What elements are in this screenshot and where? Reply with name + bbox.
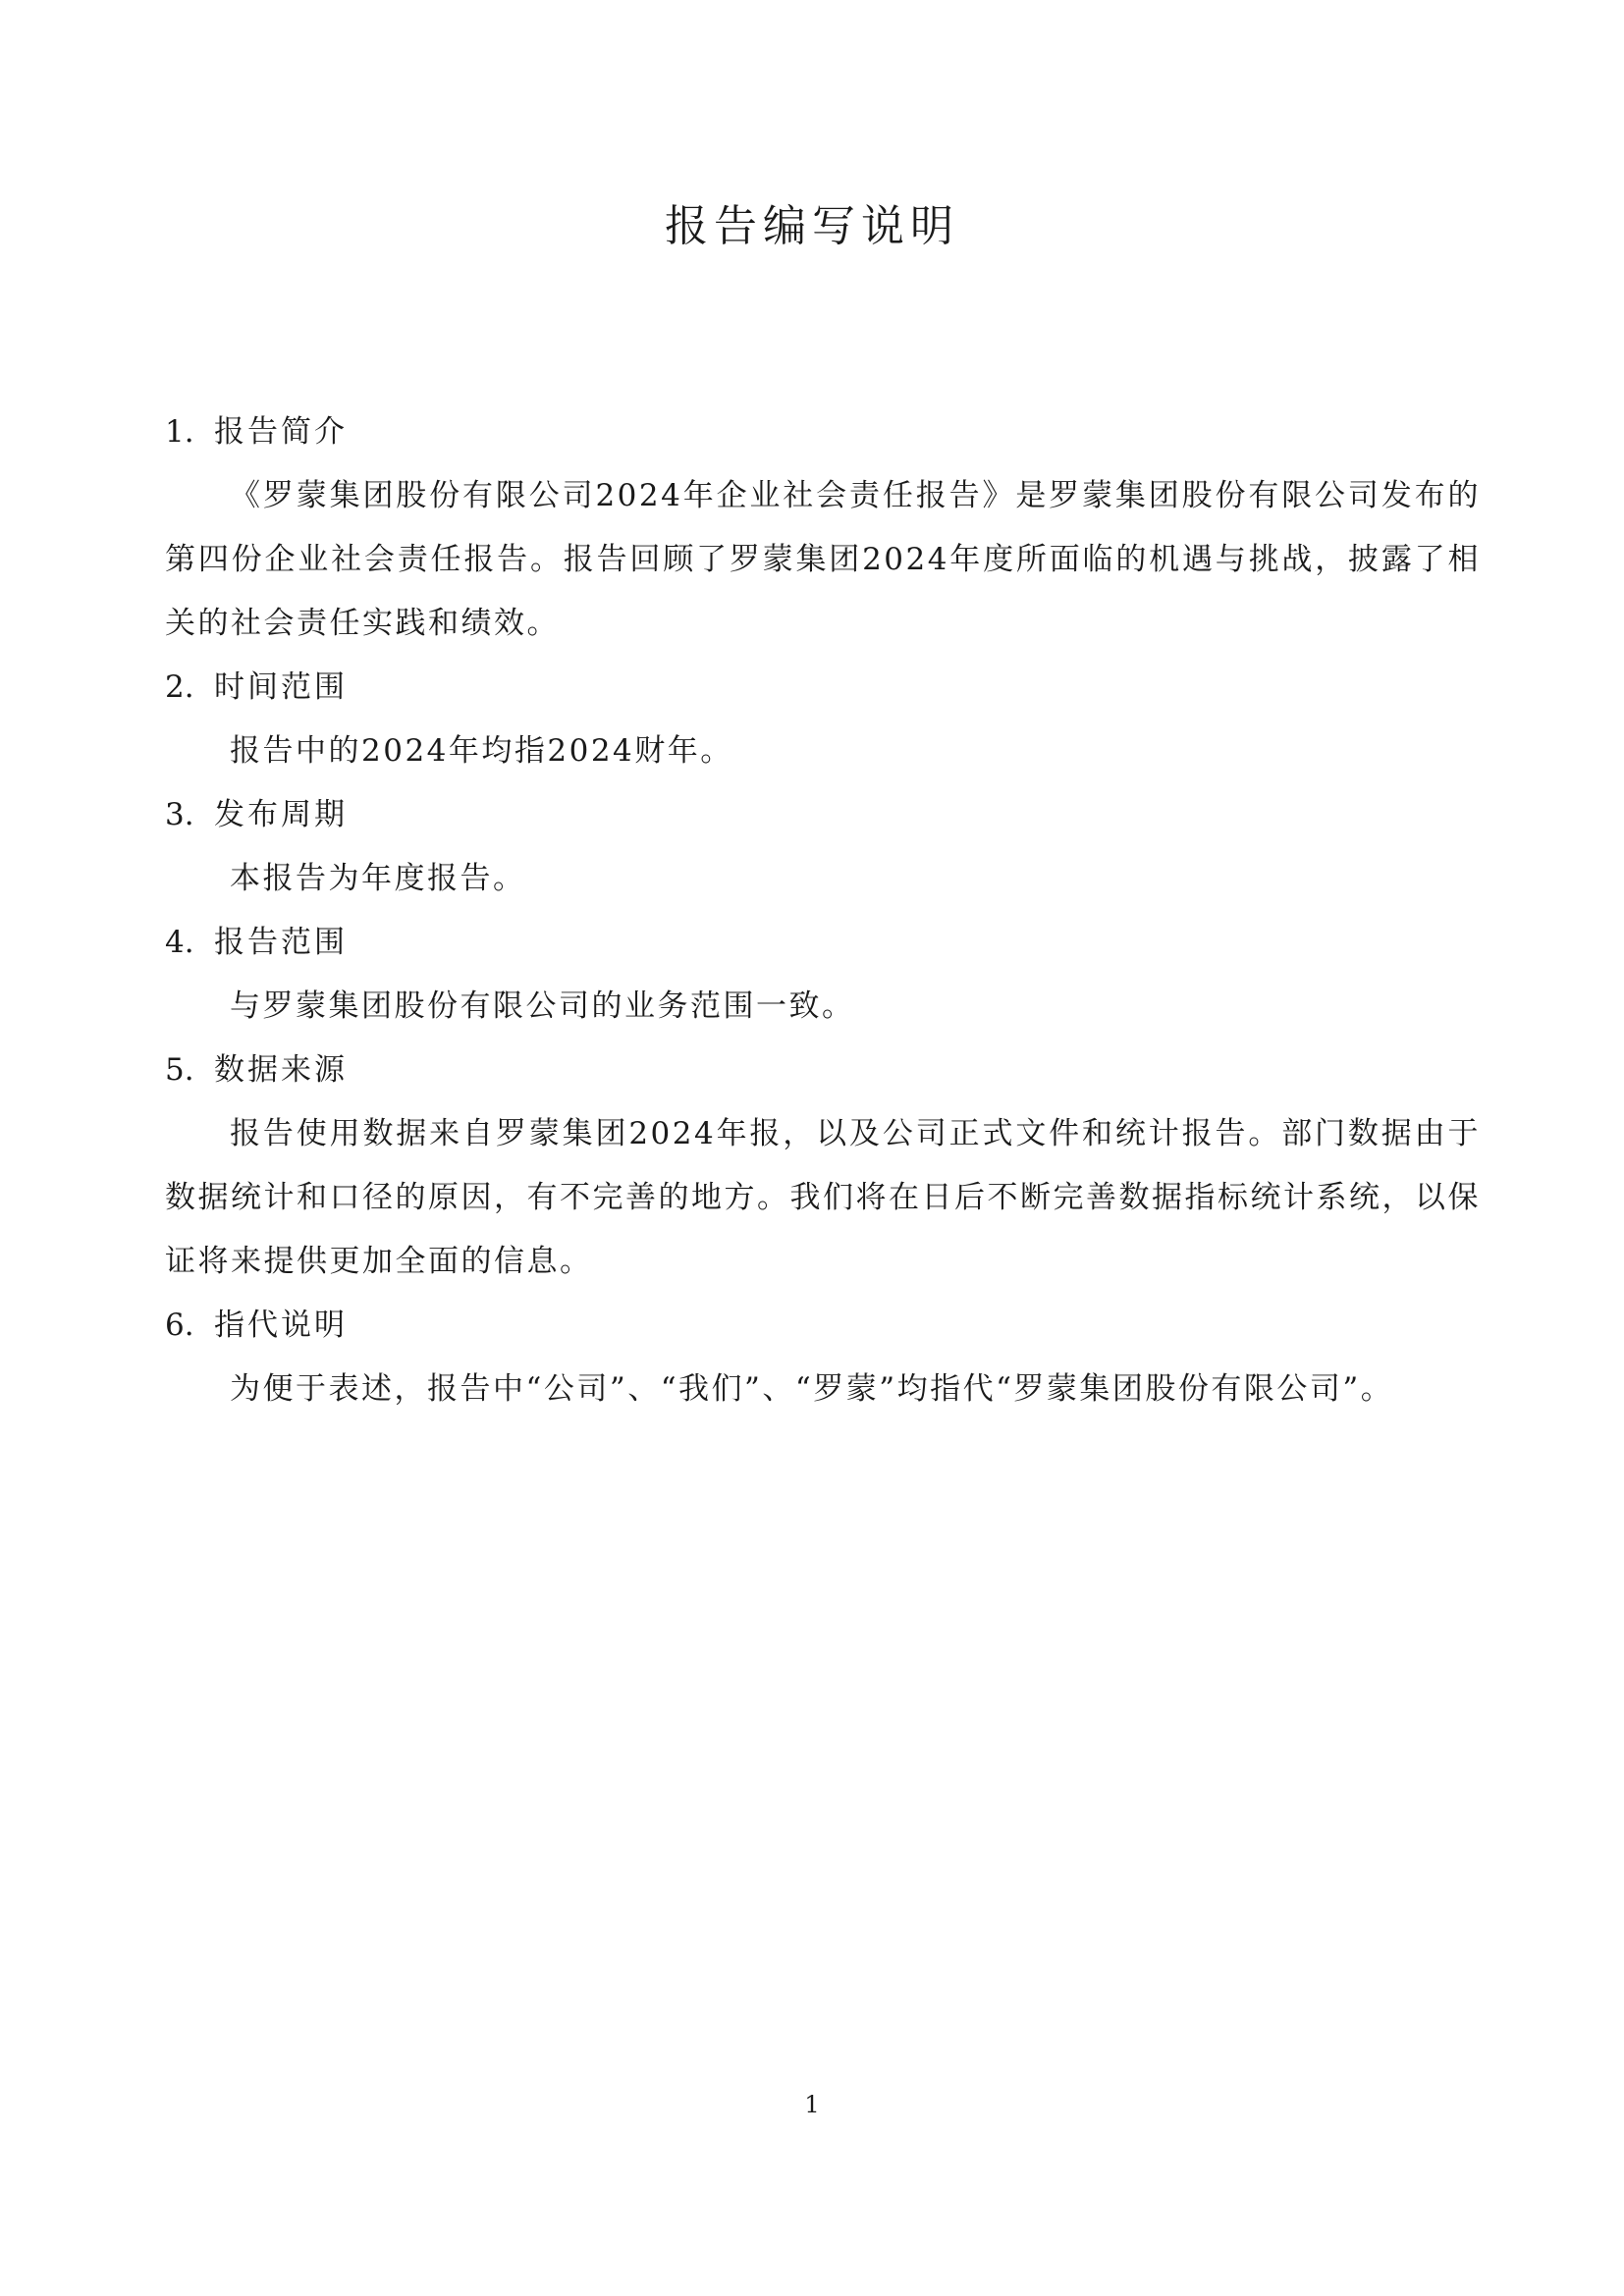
- section-heading: [165, 1039, 1481, 1102]
- section-paragraph: 本报告为年度报告。: [230, 861, 526, 896]
- section-paragraph: 《罗蒙集团股份有限公司2024年企业社会责任报告》是罗蒙集团股份有限公司发布的第四份企业社会责任报告。报告回顾了罗蒙集团2024年度所面临的机遇与挑战，披露了相关的社会责任实践和绩效。: [165, 478, 1481, 641]
- page-number: 1: [804, 2091, 820, 2118]
- section-heading: [165, 783, 1481, 847]
- section-title: 数据来源: [214, 1052, 348, 1088]
- section-paragraph: 报告中的2024年均指2024财年。: [230, 733, 733, 769]
- section-title: 报告简介: [214, 414, 348, 450]
- section-report-intro: [165, 400, 1481, 656]
- section-number: 5.: [165, 1052, 194, 1088]
- section-title: 报告范围: [214, 925, 348, 960]
- section-paragraph: 与罗蒙集团股份有限公司的业务范围一致。: [230, 988, 855, 1024]
- section-title: 指代说明: [214, 1308, 348, 1343]
- section-number: 6.: [165, 1308, 194, 1343]
- section-number: 1.: [165, 414, 194, 450]
- section-number: 4.: [165, 925, 194, 960]
- section-paragraph: 报告使用数据来自罗蒙集团2024年报，以及公司正式文件和统计报告。部门数据由于数据统计和口径的原因，有不完善的地方。我们将在日后不断完善数据指标统计系统，以保证将来提供更加全面的信息。: [165, 1116, 1481, 1279]
- section-title: 时间范围: [214, 669, 348, 705]
- section-reference-note: [165, 1294, 1481, 1421]
- section-heading: [165, 911, 1481, 975]
- section-report-scope: [165, 911, 1481, 1039]
- section-heading: [165, 400, 1481, 464]
- section-publication-cycle: [165, 783, 1481, 911]
- section-time-range: [165, 656, 1481, 783]
- page-title: 报告编写说明: [665, 201, 959, 251]
- section-number: 3.: [165, 797, 194, 832]
- section-heading: [165, 656, 1481, 720]
- section-title: 发布周期: [214, 797, 348, 832]
- document-body: [165, 400, 1481, 1421]
- section-paragraph: 为便于表述，报告中“公司”、“我们”、“罗蒙”均指代“罗蒙集团股份有限公司”。: [230, 1371, 1394, 1407]
- section-heading: [165, 1294, 1481, 1358]
- section-number: 2.: [165, 669, 194, 705]
- section-data-source: [165, 1039, 1481, 1294]
